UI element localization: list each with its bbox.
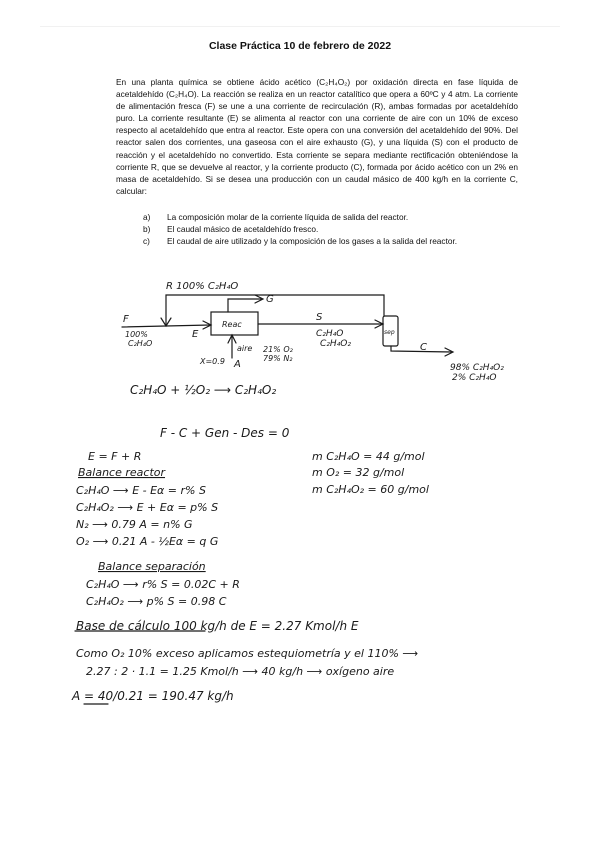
problem-statement: En una planta química se obtiene ácido acético (C₂H₄O₂) por oxidación directa en fase líquida de acetaldehído (C₂H₄O). La reacción se realiza en un reactor catalítico que opera a 60ºC y 4 atm. La corriente de alimentación fresca (F) se une a una corriente de recirculación (R), ambas formadas por acetaldehído puro. La corriente resultante (E) se alimenta al reactor con una corriente de aire con un 10% de exceso respecto al acetaldehído que entra al reactor. Este opera con una conversión del acetaldehído del 90%. Del reactor salen dos corrientes, una gaseosa con el aire exhausto (G), y una líquida (S) con el producto de reacción y el acetaldehído no convertido. Esta corriente se separa mediante rectificación obteniéndose la corriente R, que se devuelve al reactor, y la corriente producto (C), formada por ácido acético con un 2% en masa de acetaldehído. Si se desea una producción con un caudal másico de 400 kg/h en la corriente C, calcular: [116, 77, 518, 196]
question-text: La composición molar de la corriente líquida de salida del reactor. [167, 212, 409, 222]
recycle-line [166, 295, 384, 325]
s-comp-1: C₂H₄O [316, 329, 344, 339]
c-comp-1: 98% C₂H₄O₂ [450, 363, 504, 373]
separation-balance-row: C₂H₄O₂ ⟶ p% S = 0.98 C [86, 595, 227, 608]
question-text: El caudal másico de acetaldehído fresco. [167, 224, 319, 235]
air-n2-label: 79% N₂ [263, 354, 293, 363]
c-label: C [420, 342, 427, 353]
molar-mass-acetic-acid: m C₂H₄O₂ = 60 g/mol [312, 483, 429, 496]
reactor-label: Reac [222, 320, 242, 329]
reactor-balance-row: C₂H₄O ⟶ E - Eα = r% S [76, 484, 206, 497]
oxygen-calc-line: 2.27 : 2 · 1.1 = 1.25 Kmol/h ⟶ 40 kg/h ⟶ oxígeno aire [86, 665, 395, 678]
page-title: Clase Práctica 10 de febrero de 2022 [208, 40, 392, 52]
reactor-balance-row: N₂ ⟶ 0.79 A = n% G [76, 518, 193, 531]
molar-mass-oxygen: m O₂ = 32 g/mol [312, 466, 405, 479]
recycle-label: R 100% C₂H₄O [166, 281, 239, 292]
separation-balance-heading: Balance separación [98, 560, 206, 573]
general-balance: F - C + Gen - Des = 0 [160, 426, 290, 440]
oxygen-excess-line: Como O₂ 10% exceso aplicamos estequiometría y el 110% ⟶ [76, 647, 419, 660]
air-label: aire [237, 344, 253, 353]
mixing-equation: E = F + R [88, 450, 142, 463]
gas-label: G [266, 294, 274, 305]
air-o2-label: 21% O₂ [263, 345, 293, 354]
f-comp-1: 100% [125, 330, 148, 339]
question-text: El caudal de aire utilizado y la composición de los gases a la salida del reactor. [167, 236, 458, 247]
s-label: S [316, 312, 323, 323]
molar-mass-acetaldehyde: m C₂H₄O = 44 g/mol [312, 450, 425, 463]
reaction-equation: C₂H₄O + ½O₂ ⟶ C₂H₄O₂ [130, 383, 277, 397]
question-letter: a) [143, 212, 151, 222]
s-comp-2: C₂H₄O₂ [320, 339, 351, 349]
e-label: E [192, 329, 199, 340]
f-comp-2: C₂H₄O [128, 339, 153, 348]
reactor-balance-row: O₂ ⟶ 0.21 A - ½Eα = q G [76, 535, 219, 548]
separator-label: sep [384, 329, 395, 336]
air-stream-label: A [234, 359, 241, 370]
question-letter: c) [143, 236, 150, 247]
c-comp-2: 2% C₂H₄O [452, 373, 497, 383]
conversion-label: X=0.9 [200, 357, 225, 366]
f-label: F [123, 314, 129, 325]
gas-line [228, 299, 262, 312]
calculation-basis: Base de cálculo 100 kg/h de E = 2.27 Kmol/h E [76, 619, 359, 633]
question-letter: b) [143, 224, 151, 235]
separation-balance-row: C₂H₄O ⟶ r% S = 0.02C + R [86, 578, 240, 591]
reactor-balance-heading: Balance reactor [78, 466, 166, 479]
reactor-balance-row: C₂H₄O₂ ⟶ E + Eα = p% S [76, 501, 219, 514]
air-flow-result: A = 40/0.21 = 190.47 kg/h [72, 689, 234, 703]
